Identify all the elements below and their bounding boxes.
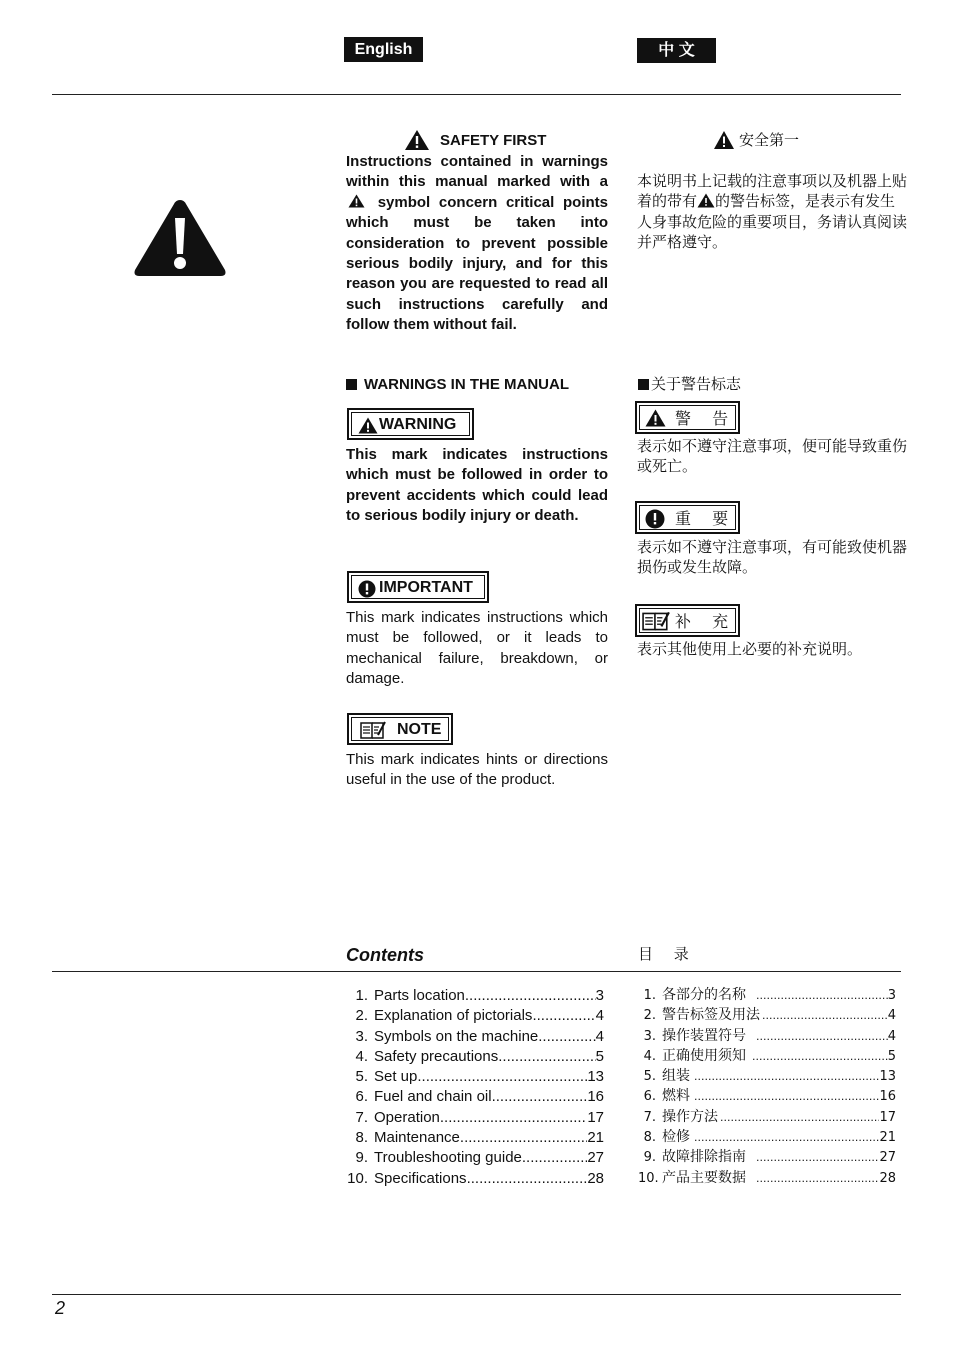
contents-title-en: Contents <box>346 945 424 965</box>
contents-title-zh: 目 录 <box>638 945 697 963</box>
note-book-icon <box>360 721 386 739</box>
toc-row[interactable]: 3. 操作装置符号 ..... 4 <box>638 1026 896 1046</box>
safety-body-en: Instructions contained in warnings within this manual marked with a symbol concern critical points which must be taken into consideration to prevent possible serious bodily injury, and for this reason you are requested to read all such instructions carefully and follow them without fail. <box>346 153 608 334</box>
toc-row[interactable]: 10. Specifications ..... 28 <box>346 1170 604 1190</box>
toc-row[interactable]: 1. 各部分的名称 ..... 3 <box>638 985 896 1005</box>
toc-row[interactable]: 7. 操作方法 ..... 17 <box>638 1107 896 1127</box>
square-bullet-icon-zh <box>638 379 649 390</box>
warning-triangle-icon-zh <box>713 130 735 150</box>
contents-divider <box>52 971 901 972</box>
exclamation-circle-icon-zh <box>645 509 665 529</box>
note-book-icon-zh <box>642 611 670 631</box>
toc-row[interactable]: 10. 产品主要数据 ..... 28 <box>638 1168 896 1188</box>
exclamation-circle-icon <box>358 580 376 598</box>
page-number: 2 <box>55 1298 66 1318</box>
toc-row[interactable]: 5. 组装 ..... 13 <box>638 1066 896 1086</box>
toc-row[interactable]: 8. Maintenance ..... 21 <box>346 1129 604 1149</box>
note-text-en: This mark indicates hints or directions useful in the use of the product. <box>346 751 608 789</box>
safety-body-zh: 本说明书上记载的注意事项以及机器上贴着的带有 的警告标签，是表示有发生人身事故危险的重要项目，务请认真阅读并严格遵守。 <box>637 172 908 252</box>
inline-warning-icon-zh <box>697 193 715 208</box>
warning-triangle-icon-small <box>358 417 378 434</box>
toc-row[interactable]: 2. Explanation of pictorials ..... 4 <box>346 1007 604 1027</box>
warnings-heading-zh: 关于警告标志 <box>638 374 741 394</box>
warning-text-zh: 表示如不遵守注意事项，便可能导致重伤或死亡。 <box>637 437 908 476</box>
large-warning-icon <box>132 196 228 280</box>
toc-row[interactable]: 6. Fuel and chain oil ..... 16 <box>346 1088 604 1108</box>
note-label-box-zh: 补 充 <box>635 604 740 637</box>
toc-row[interactable]: 4. Safety precautions ..... 5 <box>346 1048 604 1068</box>
lang-tab-english: English <box>344 37 423 62</box>
safety-title-en: SAFETY FIRST <box>404 129 546 151</box>
important-label-box-zh: 重 要 <box>635 501 740 534</box>
toc-row[interactable]: 3. Symbols on the machine ..... 4 <box>346 1028 604 1048</box>
footer-divider <box>52 1294 901 1295</box>
warning-triangle-icon-zh-box <box>645 409 666 427</box>
toc-row[interactable]: 4. 正确使用须知 ..... 5 <box>638 1046 896 1066</box>
inline-warning-icon <box>348 194 365 208</box>
warning-label-box-zh: 警 告 <box>635 401 740 434</box>
square-bullet-icon <box>346 379 357 390</box>
note-text-zh: 表示其他使用上必要的补充说明。 <box>637 640 863 658</box>
toc-row[interactable]: 7. Operation ..... 17 <box>346 1109 604 1129</box>
toc-row[interactable]: 8. 检修 ..... 21 <box>638 1127 896 1147</box>
toc-row[interactable]: 5. Set up ..... 13 <box>346 1068 604 1088</box>
lang-tab-chinese: 中 文 <box>637 38 716 63</box>
warning-label-box-en: WARNING <box>347 408 474 440</box>
important-text-en: This mark indicates instructions which must be followed, or it leads to mechanical failure, breakdown, or damage. <box>346 609 608 688</box>
warning-triangle-icon <box>404 129 430 151</box>
important-text-zh: 表示如不遵守注意事项，有可能致使机器损伤或发生故障。 <box>637 538 908 577</box>
warning-text-en: This mark indicates instructions which must be followed in order to prevent accidents which could lead to serious bodily injury or death. <box>346 446 608 525</box>
header-divider <box>52 94 901 95</box>
toc-list-zh <box>638 985 896 1188</box>
toc-row[interactable]: 9. 故障排除指南 ..... 27 <box>638 1147 896 1167</box>
note-label-box-en: NOTE <box>347 713 453 745</box>
toc-row[interactable]: 6. 燃料 ..... 16 <box>638 1086 896 1106</box>
toc-row[interactable]: 2. 警告标签及用法 ..... 4 <box>638 1005 896 1025</box>
safety-title-zh: 安全第一 <box>713 130 799 150</box>
toc-row[interactable]: 1. Parts location ..... 3 <box>346 987 604 1007</box>
toc-list-en <box>346 987 604 1190</box>
important-label-box-en: IMPORTANT <box>347 571 489 603</box>
warnings-heading-en: WARNINGS IN THE MANUAL <box>346 376 569 393</box>
toc-row[interactable]: 9. Troubleshooting guide ..... 27 <box>346 1149 604 1169</box>
